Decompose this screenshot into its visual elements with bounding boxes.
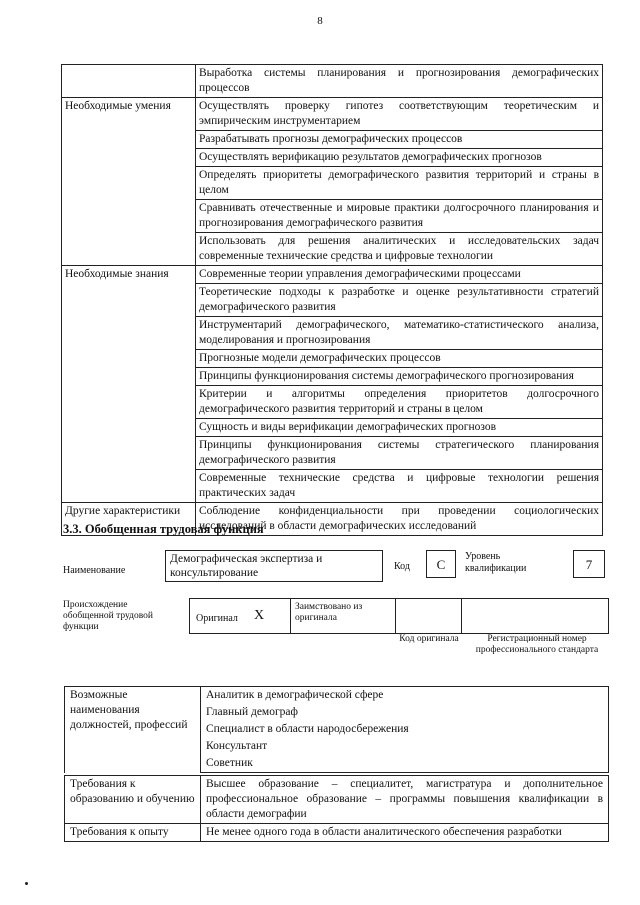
position-item: Аналитик в демографической сфере [201, 687, 609, 705]
row-value: Теоретические подходы к разработке и оценке результативности стратегий демографического развития [196, 284, 603, 317]
borrowed-label: Заимствовано из оригинала [295, 602, 363, 623]
page-number: 8 [317, 15, 323, 27]
position-item: Советник [201, 755, 609, 773]
requirement-value: Высшее образование – специалитет, магистратура и дополнительное профессиональное образование – программы повышения квалификации в области демографии [201, 776, 609, 824]
row-value: Инструментарий демографического, математико-статистического анализа, моделирования и прогнозирования [196, 317, 603, 350]
original-cell [189, 598, 291, 634]
row-value: Критерии и алгоритмы определения приоритетов долгосрочного демографического развития территорий и страны в целом [196, 386, 603, 419]
row-value: Осуществлять верификацию результатов демографических прогнозов [196, 149, 603, 167]
scan-dot [25, 882, 28, 885]
reg-number-cell [461, 598, 609, 634]
row-value: Определять приоритеты демографического развития территорий и страны в целом [196, 167, 603, 200]
original-label: Оригинал [196, 613, 238, 624]
positions-table [64, 686, 609, 773]
row-label-knowledge: Необходимые знания [62, 266, 196, 503]
requirement-label: Требования к опыту [65, 824, 201, 842]
table-row [65, 776, 609, 824]
origin-label: Происхождение обобщенной трудовой функции [63, 600, 153, 632]
original-code-cell [395, 598, 462, 634]
position-item: Консультант [201, 738, 609, 755]
code-box: C [426, 550, 456, 578]
name-label: Наименование [63, 565, 126, 576]
code-caption: Код оригинала [399, 634, 459, 644]
level-box: 7 [573, 550, 605, 578]
row-label [62, 65, 196, 98]
row-value: Современные теории управления демографическими процессами [196, 266, 603, 284]
positions-label: Возможные наименования должностей, профессий [65, 687, 201, 773]
row-value: Современные технические средства и цифровые технологии решения практических задач [196, 470, 603, 503]
requirements-table [64, 775, 609, 842]
row-value: Сравнивать отечественные и мировые практики долгосрочного планирования и прогнозирования демографического развития [196, 200, 603, 233]
table-row [62, 65, 603, 98]
code-label: Код [394, 561, 410, 572]
original-mark: X [254, 608, 265, 623]
requirement-value: Не менее одного года в области аналитического обеспечения разработки [201, 824, 609, 842]
row-value: Разрабатывать прогнозы демографических процессов [196, 131, 603, 149]
requirement-label: Требования к образованию и обучению [65, 776, 201, 824]
row-label-skills: Необходимые умения [62, 98, 196, 266]
reg-caption: Регистрационный номер профессионального стандарта [475, 634, 599, 655]
table-row [62, 266, 603, 284]
row-value: Сущность и виды верификации демографических прогнозов [196, 419, 603, 437]
section-heading: 3.3. Обобщенная трудовая функция [63, 522, 264, 536]
row-label-other: Другие характеристики [62, 503, 196, 536]
row-value: Принципы функционирования системы демографического прогнозирования [196, 368, 603, 386]
origin-row [63, 598, 608, 668]
table-row [65, 687, 609, 705]
row-value: Выработка системы планирования и прогнозирования демографических процессов [196, 65, 603, 98]
position-item: Главный демограф [201, 704, 609, 721]
row-value: Прогнозные модели демографических процессов [196, 350, 603, 368]
table-row [62, 98, 603, 131]
skills-table [61, 64, 603, 536]
row-value: Использовать для решения аналитических и исследовательских задач современные технические средства и цифровые технологии [196, 233, 603, 266]
row-value: Осуществлять проверку гипотез соответствующим теоретическим и эмпирическим инструментарием [196, 98, 603, 131]
row-value: Принципы функционирования системы стратегического планирования демографического развития [196, 437, 603, 470]
position-item: Специалист в области народосбережения [201, 721, 609, 738]
borrowed-cell [290, 598, 396, 634]
row-value: Соблюдение конфиденциальности при проведении социологических исследований в области демографических исследований [196, 503, 603, 536]
table-row [65, 824, 609, 842]
level-label: Уровень квалификации [465, 551, 527, 574]
function-name-box: Демографическая экспертиза и консультирование [165, 550, 383, 582]
general-function-row [63, 550, 608, 590]
